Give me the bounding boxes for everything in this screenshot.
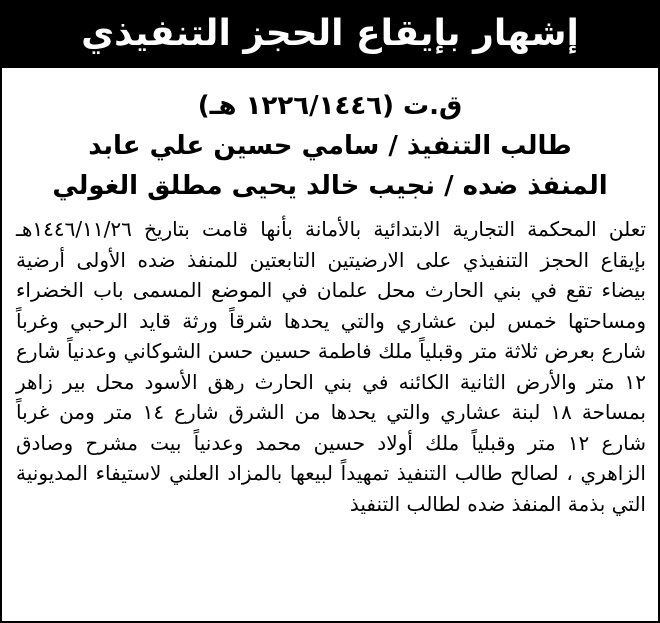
respondent-line: المنفذ ضده / نجيب خالد يحيى مطلق الغولي xyxy=(52,171,608,201)
notice-headings xyxy=(2,68,658,206)
notice-title-bar xyxy=(2,2,658,68)
applicant-line: طالب التنفيذ / سامي حسين علي عابد xyxy=(88,131,572,161)
notice-body: تعلن المحكمة التجارية الابتدائية بالأمانة بأنها قامت بتاريخ ١٤٤٦/١١/٢٦هـ بإيقاع الحجز التنفيذي على الارضيتين التابعتين للمنفذ ضده الأولى أرضية بيضاء تقع في بني الحارث محل علمان في الموضع المسمى باب الخضراء ومساحتها خمس لبن عشاري والتي يحدها شرقاً ورثة قايد الرحبي وغرباً شارع بعرض ثلاثة متر وقبلياً ملك فاطمة حسين حسن الشوكاني وعدنياً شارع ١٢ متر والأرض الثانية الكائنه في بني الحارث رهق الأسود محل بير زاهر بمساحة ١٨ لبنة عشاري والتي يحدها من الشرق شارع ١٤ متر ومن غرباً شارع ١٢ متر وقبلياً ملك أولاد حسين محمد وعدنياً بيت مشرح وصادق الزاهري ، لصالح طالب التنفيذ تمهيداً لبيعها بالمزاد العلني لاستيفاء المديونية التي بذمة المنفذ ضده لطالب التنفيذ xyxy=(16,217,646,516)
case-number: ق.ت (١٢٢٦/١٤٤٦ هـ) xyxy=(197,91,463,121)
notice-title: إشهار بإيقاع الحجز التنفيذي xyxy=(81,13,579,54)
